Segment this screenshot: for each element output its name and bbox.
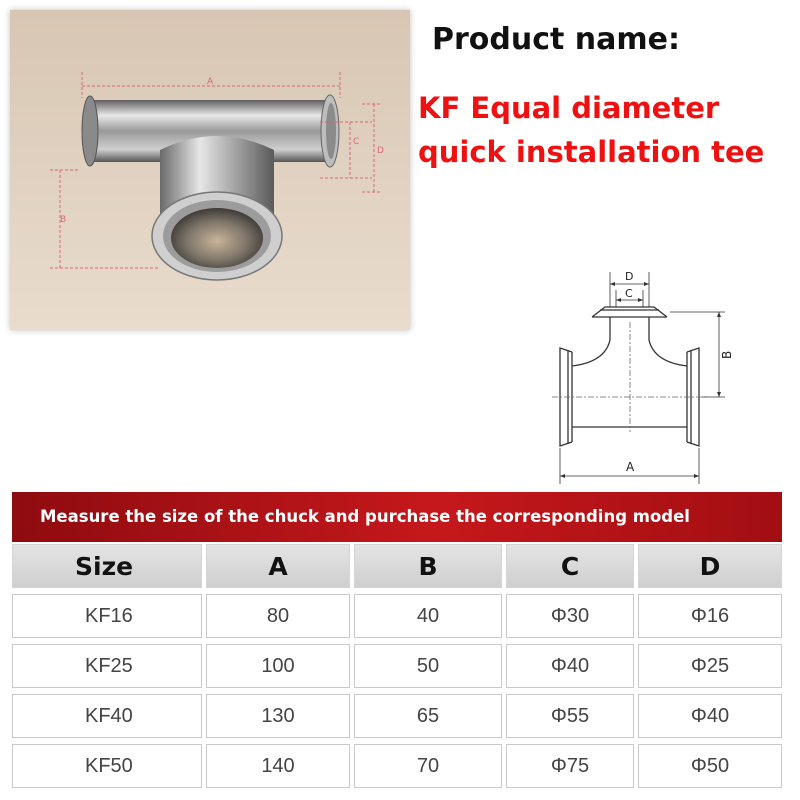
header-c: C [506, 544, 634, 588]
cell-d: Φ25 [638, 644, 782, 688]
photo-dim-d: D [377, 146, 384, 156]
diagram-dim-b: B [720, 350, 734, 359]
cell-size: KF50 [12, 744, 202, 788]
photo-dim-a: A [207, 77, 214, 87]
photo-dim-b: B [60, 215, 67, 225]
cell-a: 100 [206, 644, 350, 688]
product-name-heading: Product name: [432, 22, 680, 57]
cell-b: 40 [354, 594, 502, 638]
product-name-line-1: KF Equal diameter [418, 91, 720, 125]
cell-size: KF16 [12, 594, 202, 638]
photo-dim-c: C [353, 137, 360, 147]
header-d: D [638, 544, 782, 588]
cell-c: Φ30 [506, 594, 634, 638]
cell-d: Φ40 [638, 694, 782, 738]
cell-c: Φ75 [506, 744, 634, 788]
tee-photo-illustration [10, 10, 410, 330]
table-row [12, 594, 782, 638]
diagram-dim-d: D [625, 270, 634, 283]
cell-size: KF25 [12, 644, 202, 688]
table-row [12, 744, 782, 788]
cell-c: Φ40 [506, 644, 634, 688]
cell-a: 130 [206, 694, 350, 738]
cell-d: Φ16 [638, 594, 782, 638]
cell-d: Φ50 [638, 744, 782, 788]
cell-a: 80 [206, 594, 350, 638]
cell-size: KF40 [12, 694, 202, 738]
header-size: Size [12, 544, 202, 588]
cell-b: 50 [354, 644, 502, 688]
header-b: B [354, 544, 502, 588]
measurement-banner: Measure the size of the chuck and purchase the corresponding model [12, 492, 782, 542]
table-header-row [12, 544, 782, 588]
product-name-line-2: quick installation tee [418, 135, 765, 169]
cell-b: 70 [354, 744, 502, 788]
product-photo [10, 10, 410, 330]
cell-c: Φ55 [506, 694, 634, 738]
diagram-dim-a: A [626, 460, 635, 474]
header-a: A [206, 544, 350, 588]
product-name-value [418, 86, 798, 174]
cell-b: 65 [354, 694, 502, 738]
technical-drawing [530, 262, 760, 484]
table-row [12, 694, 782, 738]
table-row [12, 644, 782, 688]
cell-a: 140 [206, 744, 350, 788]
diagram-dim-c: C [625, 287, 633, 300]
